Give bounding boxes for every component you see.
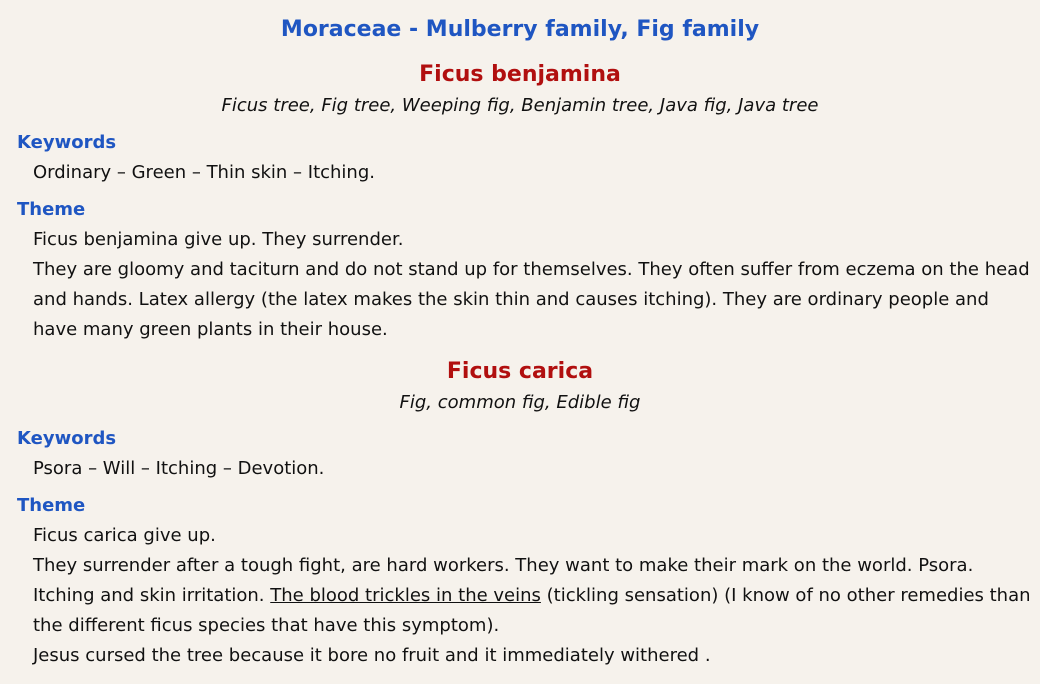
- theme-line: Ficus carica give up.: [33, 525, 216, 546]
- theme-heading-benjamina: Theme: [17, 199, 86, 220]
- family-title: Moraceae - Mulberry family, Fig family: [280, 17, 760, 42]
- theme-line: [33, 581, 1033, 641]
- keywords-heading-carica: Keywords: [17, 428, 117, 449]
- keywords-heading-benjamina: Keywords: [17, 132, 117, 153]
- theme-line: They surrender after a tough fight, are hard workers. They want to make their mark on the world. Psora.: [33, 555, 974, 576]
- theme-text-carica: [33, 521, 1033, 671]
- keywords-text-benjamina: Ordinary – Green – Thin skin – Itching.: [33, 162, 375, 183]
- keywords-text-carica: Psora – Will – Itching – Devotion.: [33, 458, 325, 479]
- underlined-phrase: The blood trickles in the veins: [270, 585, 541, 606]
- common-names-carica: Fig, common fig, Edible fig: [399, 392, 641, 413]
- species-title-carica: Ficus carica: [446, 359, 594, 384]
- species-title-benjamina: Ficus benjamina: [419, 62, 621, 87]
- theme-line-text: (tickling sensation) (I know of no other remedies than the different ficus species that have this symptom).: [33, 585, 1031, 636]
- theme-heading-carica: Theme: [17, 495, 86, 516]
- theme-text-benjamina: [33, 225, 1033, 345]
- common-names-benjamina: Ficus tree, Fig tree, Weeping fig, Benjamin tree, Java fig, Java tree: [221, 95, 819, 116]
- theme-line: Jesus cursed the tree because it bore no fruit and it immediately withered .: [33, 645, 711, 666]
- theme-line: Ficus benjamina give up. They surrender.: [33, 229, 404, 250]
- theme-line-text: Itching and skin irritation.: [33, 585, 271, 606]
- theme-line: They are gloomy and taciturn and do not stand up for themselves. They often suffer from eczema on the head and hands. Latex allergy (the latex makes the skin thin and causes itching). They are ordinary people and have many green plants in their house.: [33, 259, 1030, 340]
